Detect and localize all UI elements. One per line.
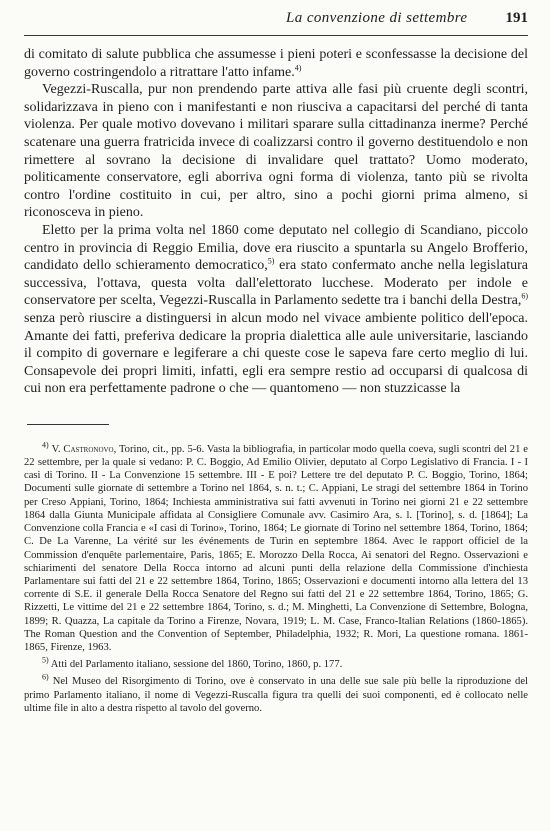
footnote-6-marker: 6) [42, 672, 49, 682]
footnote-ref-5: 5) [267, 256, 275, 266]
footnote-5 [24, 655, 528, 671]
page-number: 191 [505, 10, 528, 26]
running-header [24, 10, 528, 36]
footnote-4-marker: 4) [42, 440, 49, 450]
paragraph-3-part-b: era stato confermato anche nella legislatura successiva, l'ottava, questa volta dall'elettorato lucchese. Moderato per indole e conservatore per scelta, Vegezzi-Ruscalla in Parlamento sedette tra i banchi della Destra, [24, 258, 528, 309]
footnote-separator [27, 424, 109, 425]
footnote-5-marker: 5) [42, 655, 49, 665]
running-title: La convenzione di settembre [286, 10, 468, 26]
footnote-6 [24, 672, 528, 715]
footnote-5-text: Atti del Parlamento italiano, sessione del 1860, Torino, 1860, p. 177. [50, 659, 343, 671]
book-page [24, 10, 528, 715]
footnote-6-text: Nel Museo del Risorgimento di Torino, ove è conservato in una delle sue sale più belle la riproduzione del primo Parlamento italiano, il nome di Vegezzi-Ruscalla figura tra quelli dei suoi componenti, ed è collocato nelle ultime file in alto a destra rispetto al tavolo del governo. [24, 676, 528, 714]
paragraph-1-text: di comitato di salute pubblica che assumesse i pieni poteri e sconfessasse la decisione del governo costringendolo a ritrattare l'atto infame. [24, 47, 528, 80]
footnote-ref-6: 6) [521, 291, 528, 301]
paragraph-1 [24, 46, 528, 81]
footnote-ref-4: 4) [294, 62, 302, 72]
paragraph-2: Vegezzi-Ruscalla, pur non prendendo parte attiva alle fasi più cruente degli scontri, solidarizzava in pieno con i manifestanti e non riusciva a capacitarsi del perché di tanta violenza. Per quale motivo dovevano i militari sparare sulla cittadinanza inerme? Perché scatenare una guerra fratricida invece di coalizzarsi contro il governo destituendolo e non rimettere al sovrano la decisione di invalidare quel trattato? Uomo moderato, politicamente conservatore, egli aborriva ogni forma di violenza, tanto più se rivolta contro l'ordine costituito in cui, per altro, sino a pochi giorni prima almeno, si riconosceva in pieno. [24, 82, 528, 221]
main-text [24, 46, 528, 398]
paragraph-3 [24, 222, 528, 398]
paragraph-3-part-a: Eletto per la prima volta nel 1860 come deputato nel collegio di Scandiano, piccolo centro in provincia di Reggio Emilia, dove era riuscito a spuntarla su Angelo Brofferio, candidato dello schieramento democratico, [24, 222, 528, 274]
footnotes [24, 440, 528, 715]
footnote-4-text: Torino, cit., pp. 5-6. Vasta la bibliografia, in particolar modo quella coeva, sugli scontri del 21 e 22 settembre, per la quale si vedano: P. C. Boggio, Ad Emilio Olivier, deputato al Corpo Legislativo di Francia. I - I casi di Torino. II - La Convenzione 15 settembre. III - E poi? Lettere tre del deputato P. C. Boggio, Torino, 1864; Documenti sulle giornate di settembre a Torino nel 1864, s. n. t.; C. Appiani, Le stragi del settembre 1864 in Torino per Creso Appiani, Torino, 1864; Inchiesta amministrativa sui fatti avvenuti in Torino nei giorni 21 e 22 settembre 1864 dalla Giunta Municipale affidata al Consigliere Comunale avv. Casimiro Ara, s. l. [Torino], s. d. [1864]; La Convenzione colla Francia e «I casi di Torino», Torino, 1864; Le giornate di Torino nel settembre 1864, Torino, 1864; C. De La Varenne, La vérité sur les événements de Turin en septembre 1864. Avec le rapport officiel de la Commission d'enquête parlementaire, Paris, 1865; E. Morozzo Della Rocca, Ai senatori del Regno. Osservazioni e schiarimenti del senatore Della Rocca intorno ad alcuni punti della relazione della Commissione d'inchiesta Parlamentare sui fatti del 21 e 22 settembre 1864, Torino, 1865; Osservazioni e documenti intorno alla lettera del 13 corrente di S.E. il generale Della Rocca Senatore del Regno sui fatti del 21 e 22 settembre 1864, Torino, 1865; G. Rizzetti, Le vittime del 21 e 22 settembre 1864, Torino, s. d.; M. Minghetti, La Convenzione di Settembre, Bologna, 1899; R. Quazza, La capitale da Torino a Firenze, Novara, 1919; L. M. Case, Franco-Italian Relations (1860-1865). The Roman Question and the Convention of September, Philadelphia, 1932; R. Mori, La questione romana. 1861-1865, Firenze, 1963. [24, 443, 528, 653]
footnote-4-author: V. Castronovo, [51, 443, 117, 455]
paragraph-3-part-c: senza però riuscire a distinguersi in alcun modo nel vivace ambiente politico dell'epoca. Amante dei fatti, preferiva dedicare la propria dialettica alle aule universitarie, lasciando il compito di governare e legiferare a chi queste cose le sapeva fare certo meglio di lui. Consapevole dei propri limiti, infatti, egli era sempre restio ad occuparsi di qualcosa di cui non era perfettamente padrone o che — quantomeno — non stuzzicasse la [24, 310, 528, 397]
footnote-4 [24, 440, 528, 654]
